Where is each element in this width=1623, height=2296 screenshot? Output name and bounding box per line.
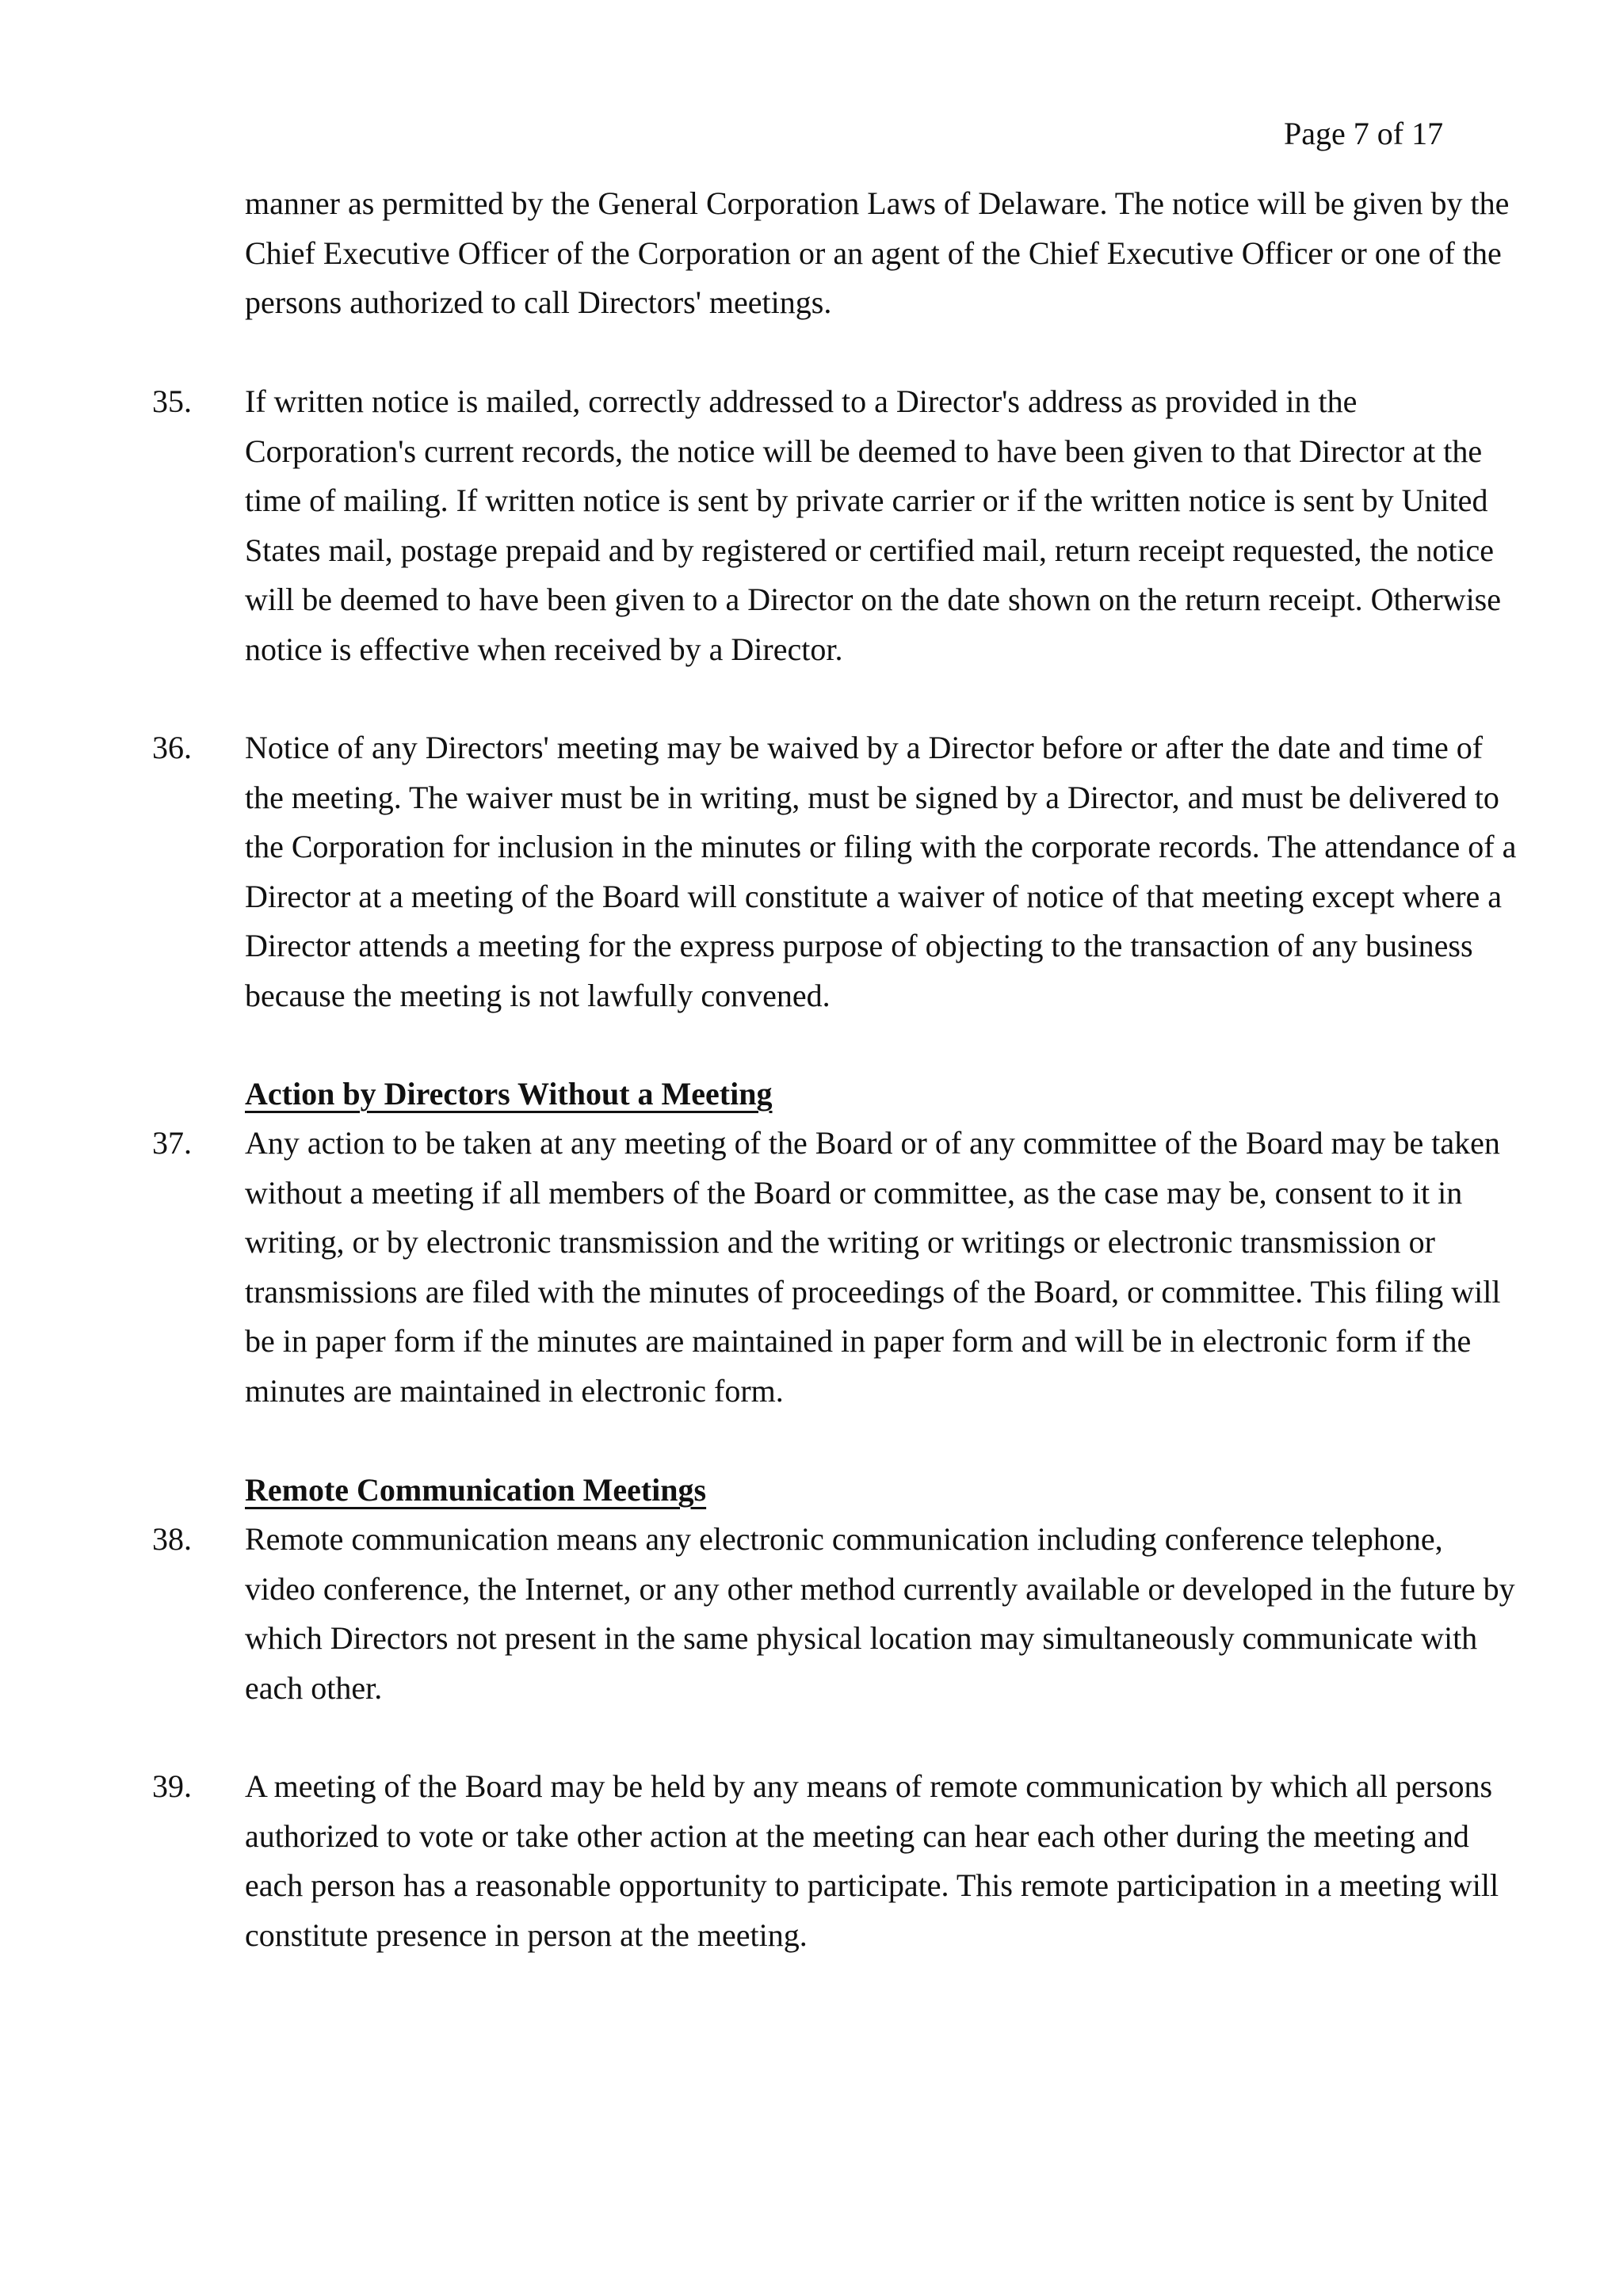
section-text-36: Notice of any Directors' meeting may be waived by a Director before or after the date and time of the meeting. The waiver must be in writing, must be signed by a Director, and must be delivered to the Corporation for inclusion in the minutes or filing with the corporate records. The attendance of a Director at a meeting of the Board will constitute a waiver of notice of that meeting except where a Director attends a meeting for the express purpose of objecting to the transaction of any business because the meeting is not lawfully convened.: [245, 730, 1517, 1013]
continuation-paragraph: manner as permitted by the General Corporation Laws of Delaware. The notice will be given by the Chief Executive Officer of the Corporation or an agent of the Chief Executive Officer or one of the persons authorized to call Directors' meetings.: [245, 185, 1510, 320]
section-text-35: If written notice is mailed, correctly addressed to a Director's address as provided in the Corporation's current records, the notice will be deemed to have been given to that Director at the time of mailing. If written notice is sent by private carrier or if the written notice is sent by United States mail, postage prepaid and by registered or certified mail, return receipt requested, the notice will be deemed to have been given to a Director on the date shown on the return receipt. Otherwise notice is effective when received by a Director.: [245, 383, 1501, 667]
section-text-39: A meeting of the Board may be held by any means of remote communication by which all persons authorized to vote or take other action at the meeting can hear each other during the meeting and each person has a reasonable opportunity to participate. This remote participation in a meeting will constitute presence in person at the meeting.: [245, 1768, 1499, 1953]
section-number-39: 39.: [152, 1768, 192, 1804]
heading-action-without-meeting: [245, 1070, 773, 1119]
section-number-38: 38.: [152, 1521, 192, 1557]
page-number: Page 7 of 17: [1284, 116, 1444, 151]
section-number-36: 36.: [152, 730, 192, 765]
heading-action-label: Action by Directors Without a Meeting: [245, 1076, 773, 1112]
heading-remote-communication: [245, 1466, 706, 1516]
section-number-35: 35.: [152, 383, 192, 419]
heading-remote-label: Remote Communication Meetings: [245, 1472, 707, 1508]
section-text-38: Remote communication means any electronic communication including conference telephone, video conference, the Internet, or any other method currently available or developed in the future by which Directors not present in the same physical location may simultaneously communicate with each other.: [245, 1521, 1515, 1706]
section-number-37: 37.: [152, 1125, 192, 1161]
section-text-37: Any action to be taken at any meeting of the Board or of any committee of the Board may be taken without a meeting if all members of the Board or committee, as the case may be, consent to it in writing, or by electronic transmission and the writing or writings or electronic transmission or transmissions are filed with the minutes of proceedings of the Board, or committee. This filing will be in paper form if the minutes are maintained in paper form and will be in electronic form if the minutes are maintained in electronic form.: [245, 1125, 1501, 1409]
